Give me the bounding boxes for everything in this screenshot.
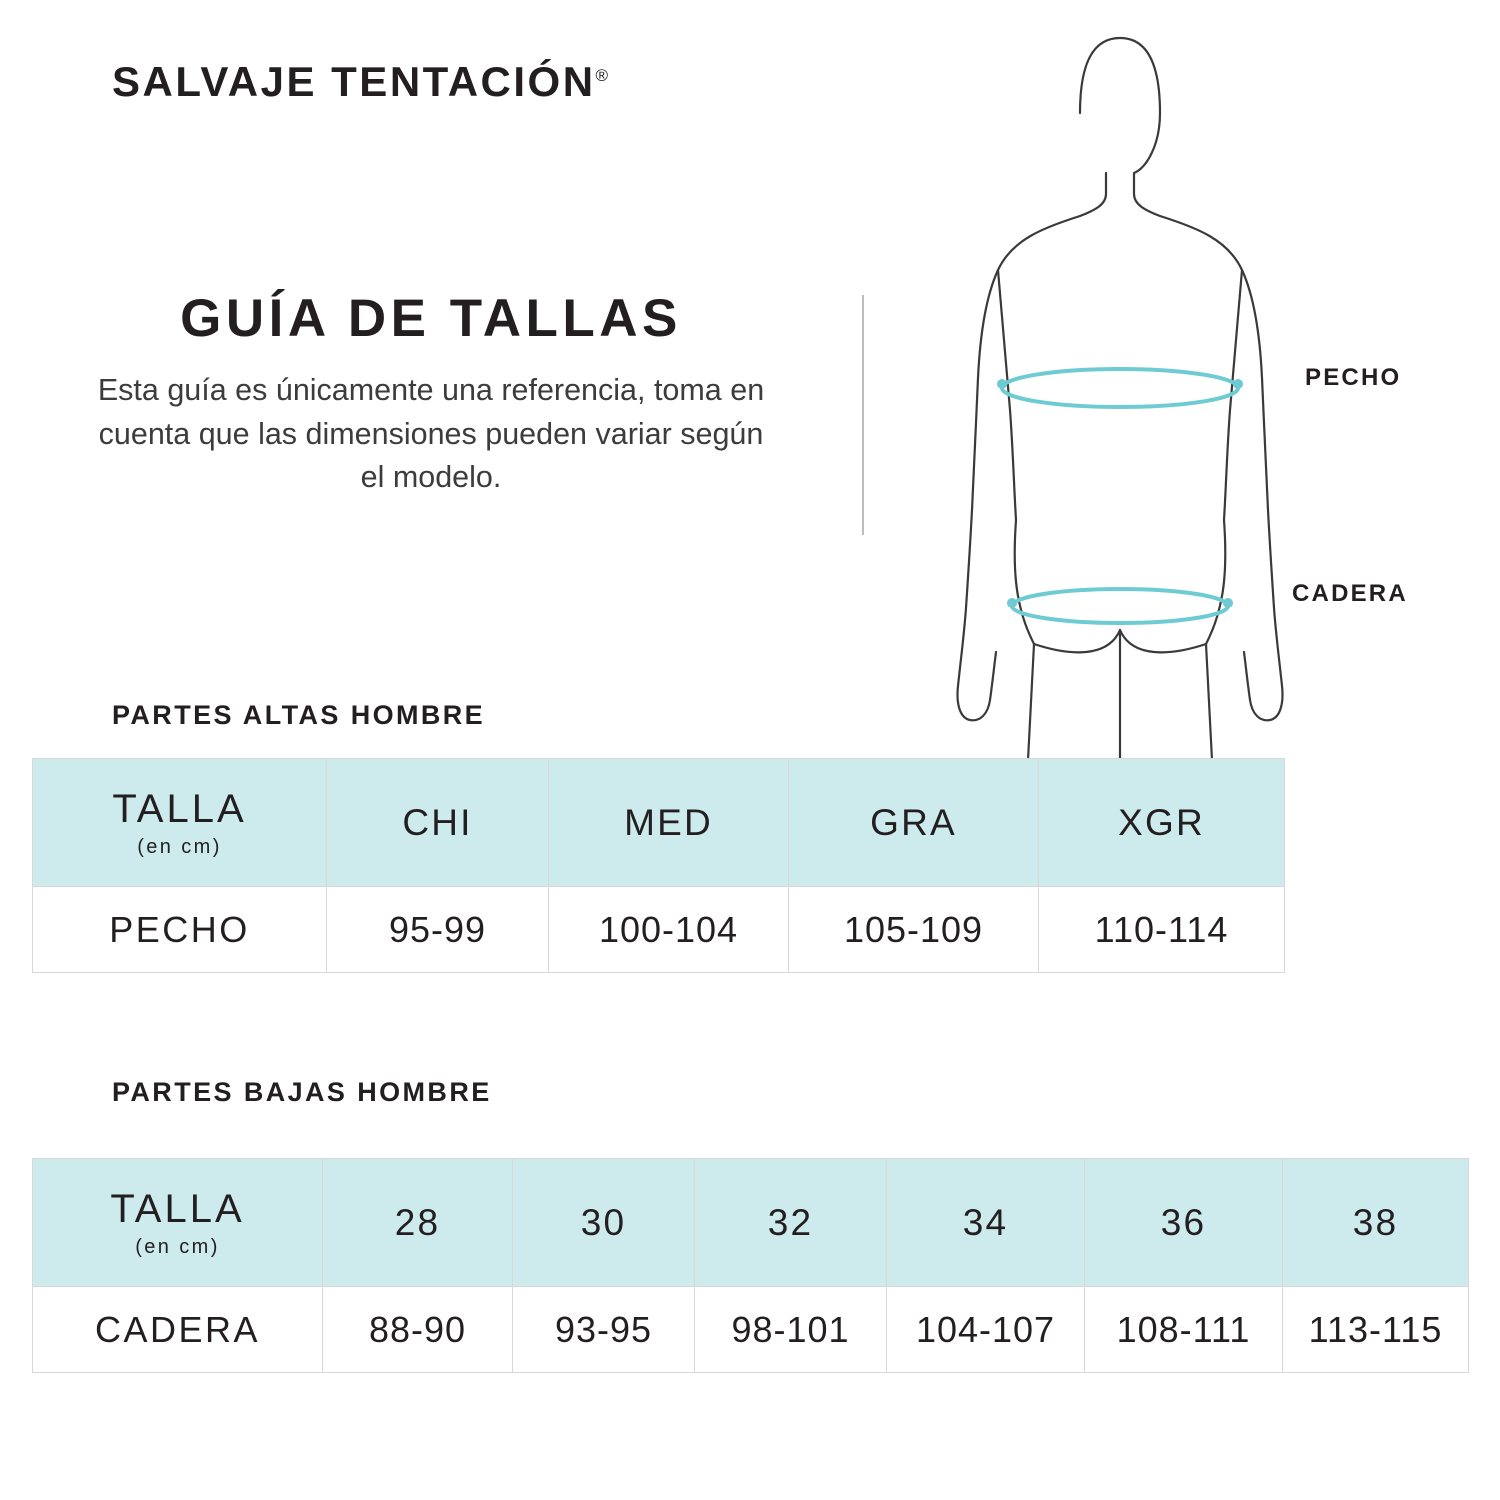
brand-name bbox=[112, 58, 608, 106]
table-header-row bbox=[33, 759, 1285, 887]
registered-trademark-icon: ® bbox=[595, 66, 609, 85]
brand-name-text: SALVAJE TENTACIÓN bbox=[112, 58, 596, 105]
hip-label: CADERA bbox=[1292, 580, 1408, 607]
cell-value: 88-90 bbox=[323, 1287, 513, 1373]
cell-value: 98-101 bbox=[695, 1287, 887, 1373]
cell-value: 93-95 bbox=[513, 1287, 695, 1373]
row-label-pecho: PECHO bbox=[33, 887, 327, 973]
section-title-lower: PARTES BAJAS HOMBRE bbox=[112, 1077, 492, 1107]
lower-body-size-table bbox=[32, 1158, 1469, 1373]
cell-value: 110-114 bbox=[1039, 887, 1285, 973]
header-cell-size: GRA bbox=[789, 759, 1039, 887]
row-label-cadera: CADERA bbox=[33, 1287, 323, 1373]
cell-value: 100-104 bbox=[549, 887, 789, 973]
cell-value: 113-115 bbox=[1283, 1287, 1469, 1373]
header-cell-size: 34 bbox=[887, 1159, 1085, 1287]
table-row bbox=[33, 887, 1285, 973]
header-talla-label: TALLA bbox=[112, 786, 247, 831]
body-figure bbox=[930, 18, 1310, 778]
intro-block bbox=[75, 290, 787, 499]
intro-description: Esta guía es únicamente una referencia, toma en cuenta que las dimensiones pueden variar según el modelo. bbox=[97, 373, 765, 494]
header-talla-unit: (en cm) bbox=[137, 835, 222, 858]
header-cell-size: MED bbox=[549, 759, 789, 887]
upper-body-size-table bbox=[32, 758, 1285, 973]
section-title-upper: PARTES ALTAS HOMBRE bbox=[112, 700, 486, 730]
header-talla-label: TALLA bbox=[110, 1186, 245, 1231]
header-cell-size: 38 bbox=[1283, 1159, 1469, 1287]
cell-value: 108-111 bbox=[1085, 1287, 1283, 1373]
header-cell-size: CHI bbox=[327, 759, 549, 887]
header-cell-size: 36 bbox=[1085, 1159, 1283, 1287]
header-cell-size: 28 bbox=[323, 1159, 513, 1287]
header-cell-size: 32 bbox=[695, 1159, 887, 1287]
cell-value: 95-99 bbox=[327, 887, 549, 973]
cell-value: 104-107 bbox=[887, 1287, 1085, 1373]
measure-end-dots bbox=[997, 379, 1243, 608]
table-header-row bbox=[33, 1159, 1469, 1287]
vertical-divider bbox=[862, 295, 864, 535]
chest-measure-line bbox=[1002, 369, 1238, 407]
header-cell-talla bbox=[33, 759, 327, 887]
header-cell-talla bbox=[33, 1159, 323, 1287]
page-title: GUÍA DE TALLAS bbox=[180, 289, 682, 348]
cell-value: 105-109 bbox=[789, 887, 1039, 973]
header-cell-size: XGR bbox=[1039, 759, 1285, 887]
hip-measure-line bbox=[1012, 589, 1228, 623]
header-cell-size: 30 bbox=[513, 1159, 695, 1287]
chest-label: PECHO bbox=[1305, 364, 1402, 391]
table-row bbox=[33, 1287, 1469, 1373]
male-body-outline-icon bbox=[930, 18, 1310, 778]
header-talla-unit: (en cm) bbox=[135, 1235, 220, 1258]
